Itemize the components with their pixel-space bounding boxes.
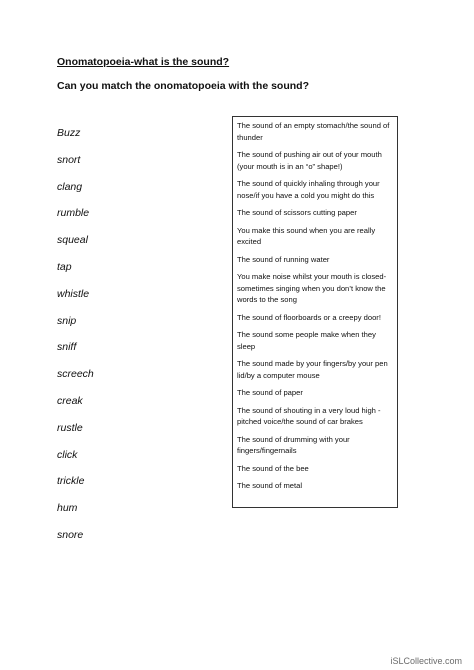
definition-item: The sound of scissors cutting paper [237, 208, 357, 217]
word-item: snip [57, 314, 77, 327]
onomatopoeia-word-list [57, 125, 94, 554]
worksheet-title: Onomatopoeia-what is the sound? [57, 56, 230, 68]
definition-item: The sound of running water [237, 254, 330, 264]
definition-item: You make noise whilst your mouth is closed-sometimes singing when you don’t know the words to the song [237, 272, 387, 304]
worksheet-instructions: Can you match the onomatopoeia with the sound? [57, 80, 310, 92]
sound-definitions-box [232, 116, 398, 508]
word-item: snore [57, 528, 84, 541]
word-item: snort [57, 153, 81, 166]
word-item: rumble [57, 207, 90, 220]
word-item: rustle [57, 421, 83, 434]
word-item: tap [57, 260, 72, 273]
definition-item: The sound some people make when they sleep [237, 330, 376, 351]
definition-item: The sound of quickly inhaling through your nose/if you have a cold you might do this [237, 179, 380, 200]
word-item: hum [57, 502, 78, 515]
site-watermark: iSLCollective.com [390, 656, 462, 666]
definition-item: The sound of the bee [237, 463, 309, 473]
word-item: sniff [57, 341, 77, 354]
definition-item: The sound of paper [237, 388, 303, 397]
definition-item: The sound of pushing air out of your mouth (your mouth is in an “o” shape!) [237, 150, 382, 171]
word-item: screech [57, 368, 94, 381]
definition-item: The sound of drumming with your fingers/fingernails [237, 434, 350, 455]
word-item: click [57, 448, 78, 461]
definition-item: The sound of floorboards or a creepy door! [237, 312, 381, 322]
word-item: whistle [57, 287, 90, 300]
word-item: clang [57, 180, 83, 193]
definition-item: The sound of an empty stomach/the sound of thunder [237, 121, 390, 142]
definition-item: The sound of metal [237, 481, 303, 490]
definition-item: You make this sound when you are really excited [237, 225, 376, 246]
word-item: creak [57, 394, 83, 407]
word-item: Buzz [57, 127, 81, 139]
definition-item: The sound of shouting in a very loud high - pitched voice/the sound of car brakes [237, 405, 381, 426]
definition-item: The sound made by your fingers/by your pen lid/by a computer mouse [237, 359, 388, 380]
word-item: trickle [57, 475, 85, 488]
word-item: squeal [57, 234, 88, 247]
